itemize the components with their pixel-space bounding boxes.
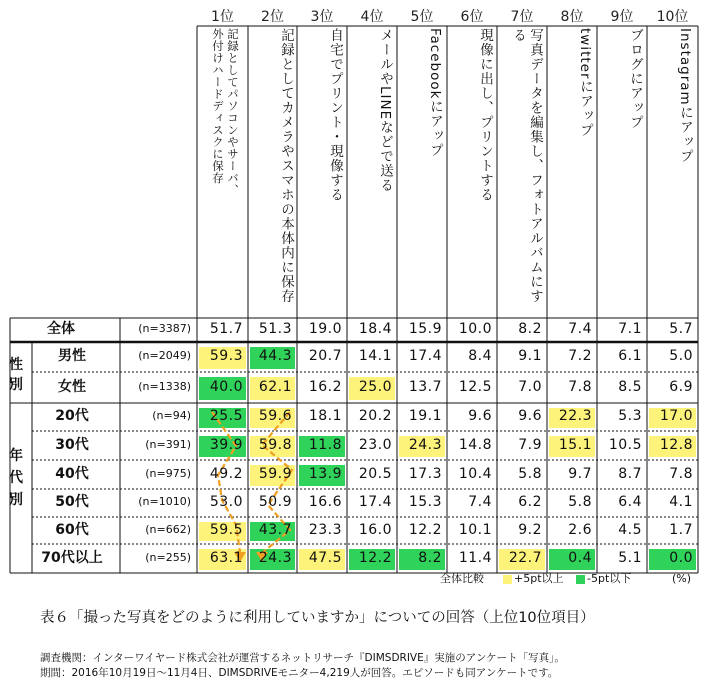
value-cell: 8.2: [418, 549, 442, 566]
item-label-4: メールやLINEなどで送る: [377, 28, 393, 193]
sample-size: (n=2049): [138, 349, 191, 362]
sample-size: (n=662): [145, 522, 191, 536]
row-label: 70代以上: [41, 549, 103, 566]
value-cell: 53.0: [209, 494, 243, 510]
value-cell: 59.5: [209, 521, 243, 538]
group-age-label: [0, 445, 32, 511]
value-cell: 16.2: [308, 378, 342, 395]
sample-size: (n=255): [145, 550, 191, 564]
value-cell: 50.9: [258, 494, 292, 510]
item-label-8: twitterにアップ: [577, 28, 593, 138]
value-cell: 4.5: [618, 521, 642, 538]
item-label-1-line1: 記録としてパソコンやサーバ、: [226, 28, 240, 196]
item-label-7: 写真データを編集し、フォトアルバムにする: [510, 28, 543, 304]
item-label-6: 現像に出し、プリントする: [477, 28, 493, 202]
item-label-9: ブログにアップ: [627, 28, 643, 130]
value-cell: 17.4: [408, 348, 442, 364]
legend-green-swatch: [576, 575, 585, 584]
value-cell: 22.7: [508, 549, 542, 566]
value-cell: 17.0: [659, 408, 693, 424]
item-label-1-line2: 外付けハードディスクに保存: [211, 28, 225, 184]
row-label: 女性: [58, 378, 86, 395]
rank-label: 2位: [261, 9, 284, 25]
value-cell: 23.0: [358, 436, 392, 453]
value-cell: 9.2: [518, 521, 542, 538]
value-cell: 59.8: [258, 436, 292, 453]
value-cell: 24.3: [408, 436, 442, 453]
value-cell: 0.4: [568, 549, 592, 566]
item-label-1: [204, 28, 240, 313]
value-cell: 16.0: [358, 521, 392, 538]
value-cell: 15.9: [408, 321, 442, 337]
value-cell: 22.3: [558, 408, 592, 424]
value-cell: 59.3: [209, 348, 243, 364]
value-cell: 2.6: [568, 521, 592, 538]
value-cell: 19.0: [308, 321, 342, 337]
value-cell: 5.7: [669, 321, 693, 337]
row-label: 40代: [55, 465, 89, 482]
legend-minus: -5pt以下: [587, 572, 632, 585]
value-cell: 7.4: [468, 494, 492, 510]
value-cell: 7.4: [568, 321, 592, 337]
value-cell: 5.8: [518, 465, 542, 482]
value-cell: 23.3: [308, 521, 342, 538]
value-cell: 11.8: [308, 436, 342, 453]
value-cell: 43.7: [258, 521, 292, 538]
sample-size: (n=1338): [138, 379, 191, 393]
value-cell: 1.7: [669, 521, 693, 538]
value-cell: 14.1: [358, 348, 392, 364]
row-label: 全体: [47, 321, 75, 337]
value-cell: 18.4: [358, 321, 392, 337]
value-cell: 39.9: [209, 436, 243, 453]
sample-size: (n=975): [145, 466, 191, 480]
value-cell: 14.8: [458, 436, 492, 453]
value-cell: 49.2: [209, 465, 243, 482]
value-cell: 9.7: [568, 465, 592, 482]
value-cell: 10.0: [458, 321, 492, 337]
value-cell: 44.3: [258, 348, 292, 364]
value-cell: 17.4: [358, 494, 392, 510]
value-cell: 9.1: [518, 348, 542, 364]
value-cell: 20.2: [358, 408, 392, 424]
value-cell: 12.2: [358, 549, 392, 566]
survey-note-1: 調査機関：インターワイヤード株式会社が運営するネットリサーチ『DIMSDRIVE』実施のアンケート「写真」。: [40, 652, 565, 664]
rank-label: 8位: [560, 9, 584, 25]
value-cell: 19.1: [408, 408, 442, 424]
row-label: 50代: [55, 494, 89, 510]
value-cell: 7.8: [669, 465, 693, 482]
value-cell: 25.0: [358, 378, 392, 395]
value-cell: 5.8: [568, 494, 592, 510]
value-cell: 9.6: [468, 408, 492, 424]
value-cell: 18.1: [308, 408, 342, 424]
value-cell: 59.6: [258, 408, 292, 424]
value-cell: 5.0: [669, 348, 693, 364]
sample-size: (n=3387): [138, 322, 191, 335]
value-cell: 13.9: [308, 465, 342, 482]
value-cell: 40.0: [209, 378, 243, 395]
value-cell: 7.2: [568, 348, 592, 364]
value-cell: 62.1: [258, 378, 292, 395]
value-cell: 10.4: [458, 465, 492, 482]
legend-plus: +5pt以上: [514, 572, 564, 585]
item-label-5: Facebookにアップ: [427, 28, 443, 158]
value-cell: 16.6: [308, 494, 342, 510]
sample-size: (n=94): [152, 409, 191, 422]
value-cell: 7.9: [518, 436, 542, 453]
rank-label: 3位: [310, 9, 334, 25]
rank-label: 7位: [510, 9, 534, 25]
rank-label: 9位: [610, 9, 634, 25]
value-cell: 10.5: [608, 436, 642, 453]
legend-yellow-swatch: [503, 575, 512, 584]
value-cell: 0.0: [669, 549, 693, 566]
value-cell: 10.1: [458, 521, 492, 538]
value-cell: 7.1: [618, 321, 642, 337]
row-label: 60代: [55, 521, 89, 538]
group-gender-label: [0, 355, 32, 395]
value-cell: 6.1: [618, 348, 642, 364]
survey-note-2: 期間：2016年10月19日～11月4日、DIMSDRIVEモニター4,219人が回答。エピソードも同アンケートです。: [40, 667, 559, 679]
item-label-2: 記録としてカメラやスマホの本体内に保存: [278, 28, 294, 304]
sample-size: (n=391): [145, 437, 191, 451]
rank-label: 10位: [656, 9, 689, 25]
rank-label: 1位: [211, 9, 234, 25]
value-cell: 6.9: [669, 378, 693, 395]
value-cell: 8.4: [468, 348, 492, 364]
value-cell: 20.5: [358, 465, 392, 482]
item-label-10: Instagramにアップ: [677, 28, 693, 164]
value-cell: 7.8: [568, 378, 592, 395]
value-cell: 59.9: [258, 465, 292, 482]
value-cell: 63.1: [209, 549, 243, 566]
item-label-3: 自宅でプリント・現像する: [327, 28, 343, 202]
value-cell: 25.5: [209, 408, 243, 424]
value-cell: 11.4: [458, 549, 492, 566]
table-caption: 表６「撮った写真をどのように利用していますか」についての回答（上位10位項目）: [40, 610, 595, 626]
legend-unit: (%): [672, 572, 692, 585]
value-cell: 12.5: [458, 378, 492, 395]
sample-size: (n=1010): [138, 495, 191, 508]
value-cell: 51.3: [258, 321, 292, 337]
value-cell: 4.1: [669, 494, 693, 510]
value-cell: 8.5: [618, 378, 642, 395]
rank-label: 4位: [360, 9, 384, 25]
value-cell: 12.2: [408, 521, 442, 538]
row-label: 男性: [58, 348, 86, 364]
value-cell: 9.6: [518, 408, 542, 424]
value-cell: 24.3: [258, 549, 292, 566]
value-cell: 47.5: [308, 549, 342, 566]
value-cell: 12.8: [659, 436, 693, 453]
value-cell: 8.2: [518, 321, 542, 337]
age-text: 年代別: [9, 448, 23, 508]
gender-text: 性別: [9, 357, 23, 393]
value-cell: 8.7: [618, 465, 642, 482]
value-cell: 15.3: [408, 494, 442, 510]
value-cell: 20.7: [308, 348, 342, 364]
value-cell: 13.7: [408, 378, 442, 395]
value-cell: 5.1: [618, 549, 642, 566]
value-cell: 6.2: [518, 494, 542, 510]
legend-compare: 全体比較: [440, 572, 484, 585]
value-cell: 7.0: [518, 378, 542, 395]
value-cell: 15.1: [558, 436, 592, 453]
value-cell: 17.3: [408, 465, 442, 482]
value-cell: 5.3: [618, 408, 642, 424]
value-cell: 6.4: [618, 494, 642, 510]
rank-label: 5位: [410, 9, 434, 25]
row-label: 20代: [55, 408, 89, 424]
rank-label: 6位: [460, 9, 484, 25]
value-cell: 51.7: [209, 321, 243, 337]
row-label: 30代: [55, 436, 89, 453]
